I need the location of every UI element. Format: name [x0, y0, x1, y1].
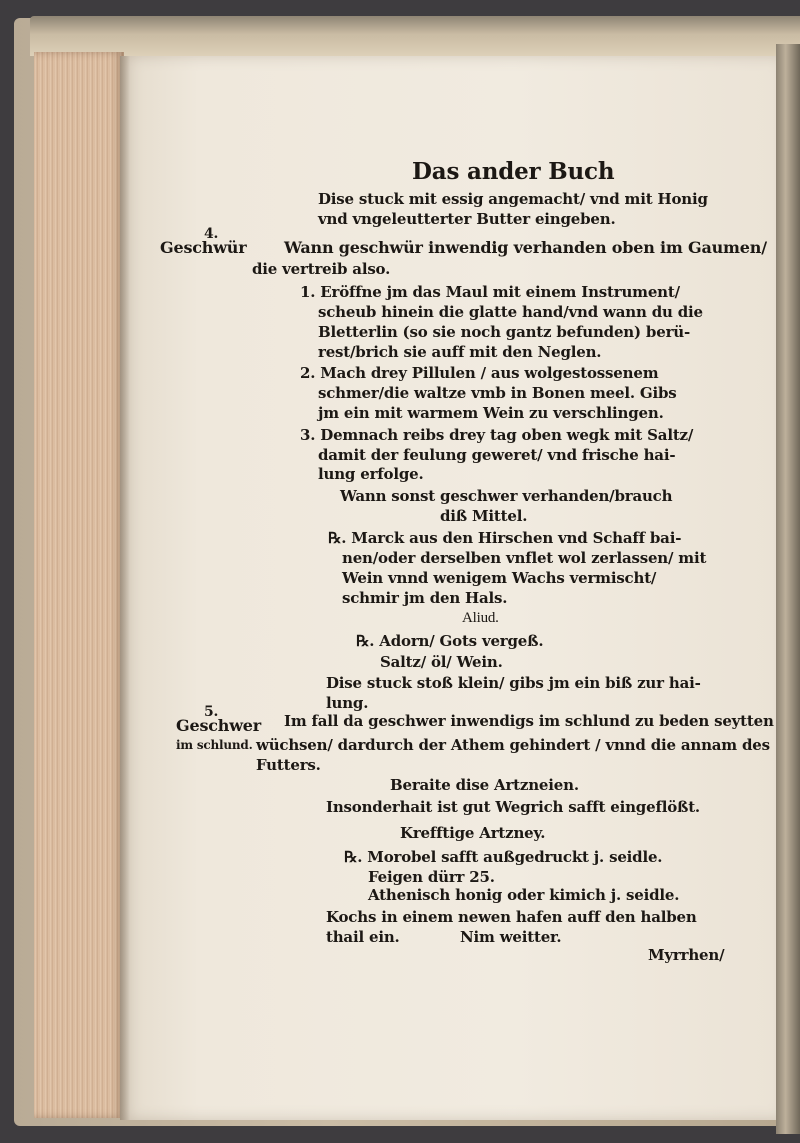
text-line: scheub hinein die glatte hand/vnd wann du die: [318, 303, 703, 321]
text-line: Dise stuck mit essig angemacht/ vnd mit Honig: [318, 190, 708, 208]
text-line: Beraite dise Artzneien.: [390, 776, 579, 794]
section-number: 4.: [204, 226, 219, 242]
text-line: Saltz/ öl/ Wein.: [380, 653, 503, 671]
text-line: Wann sonst geschwer verhanden/brauch: [340, 487, 673, 505]
text-line: die vertreib also.: [252, 260, 391, 278]
text-line: rest/brich sie auff mit den Neglen.: [318, 343, 602, 361]
text-line: ℞. Morobel safft außgedruckt j. seidle.: [344, 848, 663, 866]
section-number: 5.: [204, 704, 219, 720]
text-line: Nim weitter.: [460, 928, 562, 946]
text-line: 1. Eröffne jm das Maul mit einem Instrument/: [300, 283, 680, 301]
text-line: ℞. Marck aus den Hirschen vnd Schaff bai-: [328, 529, 682, 547]
text-line: lung.: [326, 694, 369, 712]
margin-note: im schlund.: [176, 738, 253, 752]
right-page-edge: [776, 44, 800, 1134]
text-line: Aliud.: [462, 610, 499, 626]
text-line: thail ein.: [326, 928, 400, 946]
text-line: schmer/die waltze vmb in Bonen meel. Gibs: [318, 384, 677, 402]
text-line: ℞. Adorn/ Gots vergeß.: [356, 632, 544, 650]
page-stack-edges: [34, 52, 124, 1118]
page-top-edges: [30, 16, 800, 56]
catchword: Myrrhen/: [648, 946, 725, 964]
text-line: damit der feulung geweret/ vnd frische hai-: [318, 446, 676, 464]
text-line: Im fall da geschwer inwendigs im schlund zu beden seytten: [284, 712, 774, 730]
text-line: jm ein mit warmem Wein zu verschlingen.: [318, 404, 664, 422]
text-line: Bletterlin (so sie noch gantz befunden) berü-: [318, 323, 690, 341]
text-line: Kochs in einem newen hafen auff den halben: [326, 908, 697, 926]
text-line: Wann geschwür inwendig verhanden oben im Gaumen/: [284, 238, 767, 257]
text-line: 3. Demnach reibs drey tag oben wegk mit Saltz/: [300, 426, 694, 444]
text-line: nen/oder derselben vnflet wol zerlassen/ mit: [342, 549, 707, 567]
margin-note: Geschwür: [160, 238, 247, 257]
text-line: Insonderhait ist gut Wegrich safft eingeflößt.: [326, 798, 700, 816]
text-line: Krefftige Artzney.: [400, 824, 546, 842]
text-line: diß Mittel.: [440, 507, 528, 525]
text-line: Dise stuck stoß klein/ gibs jm ein biß zur hai-: [326, 674, 701, 692]
text-line: lung erfolge.: [318, 465, 424, 483]
text-line: schmir jm den Hals.: [342, 589, 508, 607]
text-line: 2. Mach drey Pillulen / aus wolgestossenem: [300, 364, 659, 382]
text-line: wüchsen/ dardurch der Athem gehindert / vnnd die annam des: [256, 736, 770, 754]
text-line: Futters.: [256, 756, 321, 774]
page-gutter-shadow: [120, 56, 130, 1120]
margin-note: Geschwer: [176, 716, 262, 735]
text-line: Athenisch honig oder kimich j. seidle.: [368, 886, 680, 904]
text-line: Feigen dürr 25.: [368, 868, 495, 886]
text-line: vnd vngeleutterter Butter eingeben.: [318, 210, 616, 228]
text-line: Wein vnnd wenigem Wachs vermischt/: [342, 569, 657, 587]
running-title: Das ander Buch: [412, 158, 615, 185]
